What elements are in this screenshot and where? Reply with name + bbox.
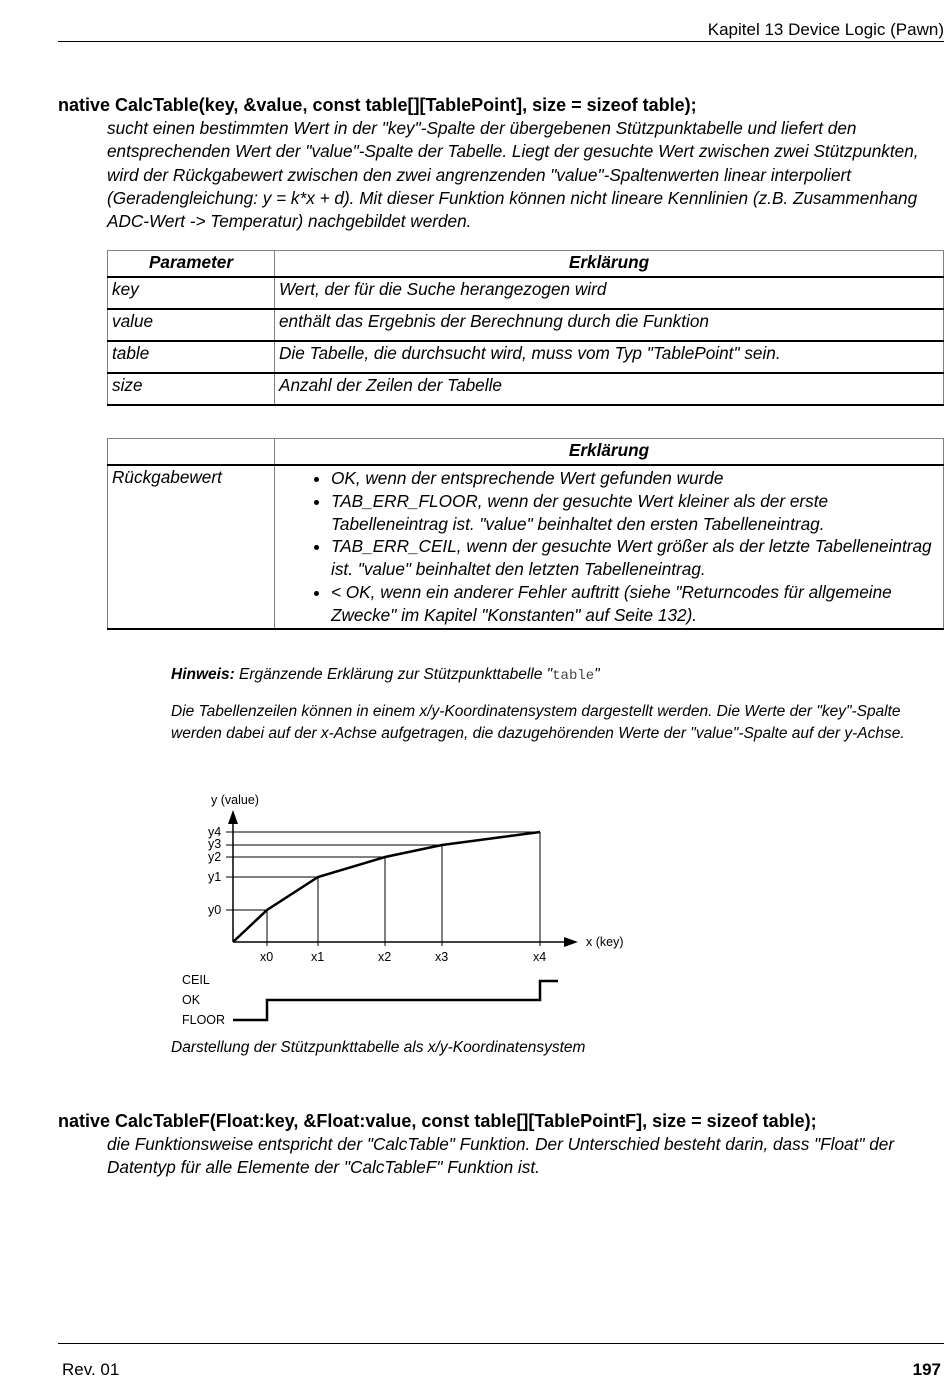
x-tick-label: x4 [533,950,547,964]
table-row [108,277,944,309]
return-explanation-header: Erklärung [275,439,944,466]
y-tick-label: y0 [208,903,222,917]
parameter-table-header [108,251,944,278]
footer-rule [58,1343,944,1344]
parameter-header: Parameter [108,251,275,278]
hint-text-after: " [594,666,600,683]
y-axis-label: y (value) [211,793,259,807]
hint-line [171,666,600,684]
list-item: • TAB_ERR_CEIL, wenn der gesuchte Wert größer als der letzte Tabelleneintrag ist. "value" beinhaltet den letzten Tabelleneintrag. [331,535,939,581]
calctable-description: sucht einen bestimmten Wert in der "key"-Spalte der übergebenen Stützpunktabelle und liefert den entsprechenden Wert der "value"-Spalte der Tabelle. Liegt der gesuchte Wert zwischen zwei Stützpunkten, wird der Rückgabewert zwischen den zwei angrenzenden "value"-Spaltenwerten linear interpoliert (Geradengleichung: y = k*x + d). Mit dieser Funktion können nicht lineare Kennlinien (z.B. Zusammenhang ADC-Wert -> Temperatur) nachgebildet werden. [107,118,919,232]
value-curve [233,832,540,942]
list-item: • < OK, wenn ein anderer Fehler auftritt (siehe "Returncodes für allgemeine Zwecke" im Kapitel "Konstanten" auf Seite 132). [331,581,939,627]
x-tick-label: x0 [260,950,274,964]
list-item: • OK, wenn der entsprechende Wert gefunden wurde [331,467,939,490]
table-row [108,373,944,405]
x-axis-arrow-icon [564,937,578,947]
hint-code: table [552,668,595,684]
y-tick-label: y3 [208,837,222,851]
table-row [108,465,944,629]
y-tick-label: y4 [208,825,222,839]
param-name: table [108,341,275,373]
param-explanation: enthält das Ergebnis der Berechnung durch die Funktion [275,309,944,341]
header-rule [58,41,944,42]
return-value-list [279,467,939,627]
empty-header-cell [108,439,275,466]
table-row [108,341,944,373]
parameter-table [107,250,944,406]
param-explanation: Wert, der für die Suche herangezogen wird [275,277,944,309]
calctable-signature: native CalcTable(key, &value, const table[][TablePoint], size = sizeof table); [58,95,697,115]
x-tick-label: x3 [435,950,449,964]
hint-text-before: Ergänzende Erklärung zur Stützpunkttabelle " [234,666,553,683]
diagram-caption: Darstellung der Stützpunkttabelle als x/y-Koordinatensystem [171,1039,586,1056]
return-table-header [108,439,944,466]
calctablef-description: die Funktionsweise entspricht der "CalcTable" Funktion. Der Unterschied besteht darin, dass "Float" der Datentyp für alle Elemente der "CalcTableF" Funktion ist. [107,1134,895,1178]
param-explanation: Die Tabelle, die durchsucht wird, muss vom Typ "TablePoint" sein. [275,341,944,373]
explanation-header: Erklärung [275,251,944,278]
y-axis-arrow-icon [228,810,238,824]
table-row [108,309,944,341]
hint-body: Die Tabellenzeilen können in einem x/y-Koordinatensystem dargestellt werden. Die Werte der "key"-Spalte werden dabei auf der x-Achse aufgetragen, die dazugehörenden Werte der "value"-Spalte auf der y-Achse. [171,703,905,742]
param-explanation: Anzahl der Zeilen der Tabelle [275,373,944,405]
param-name: key [108,277,275,309]
return-value-list-cell [275,465,944,629]
calctablef-signature: native CalcTableF(Float:key, &Float:value, const table[][TablePointF], size = sizeof table); [58,1111,817,1131]
chapter-header: Kapitel 13 Device Logic (Pawn) [707,20,944,39]
page-number: 197 [912,1360,941,1379]
y-tick-label: y1 [208,870,222,884]
x-tick-label: x2 [378,950,392,964]
return-value-label: Rückgabewert [108,465,275,629]
x-tick-label: x1 [311,950,325,964]
x-axis-label: x (key) [586,935,624,949]
state-label-ceil: CEIL [182,973,210,987]
y-tick-label: y2 [208,850,222,864]
state-label-floor: FLOOR [182,1013,226,1027]
list-item: • TAB_ERR_FLOOR, wenn der gesuchte Wert kleiner als der erste Tabelleneintrag ist. "value" beinhaltet den ersten Tabelleneintrag. [331,490,939,536]
param-name: value [108,309,275,341]
revision-label: Rev. 01 [62,1360,120,1379]
param-name: size [108,373,275,405]
coordinate-diagram [170,780,640,1030]
state-label-ok: OK [182,993,201,1007]
state-step-line [233,981,558,1020]
return-value-table [107,438,944,630]
hint-label: Hinweis: [171,666,235,683]
